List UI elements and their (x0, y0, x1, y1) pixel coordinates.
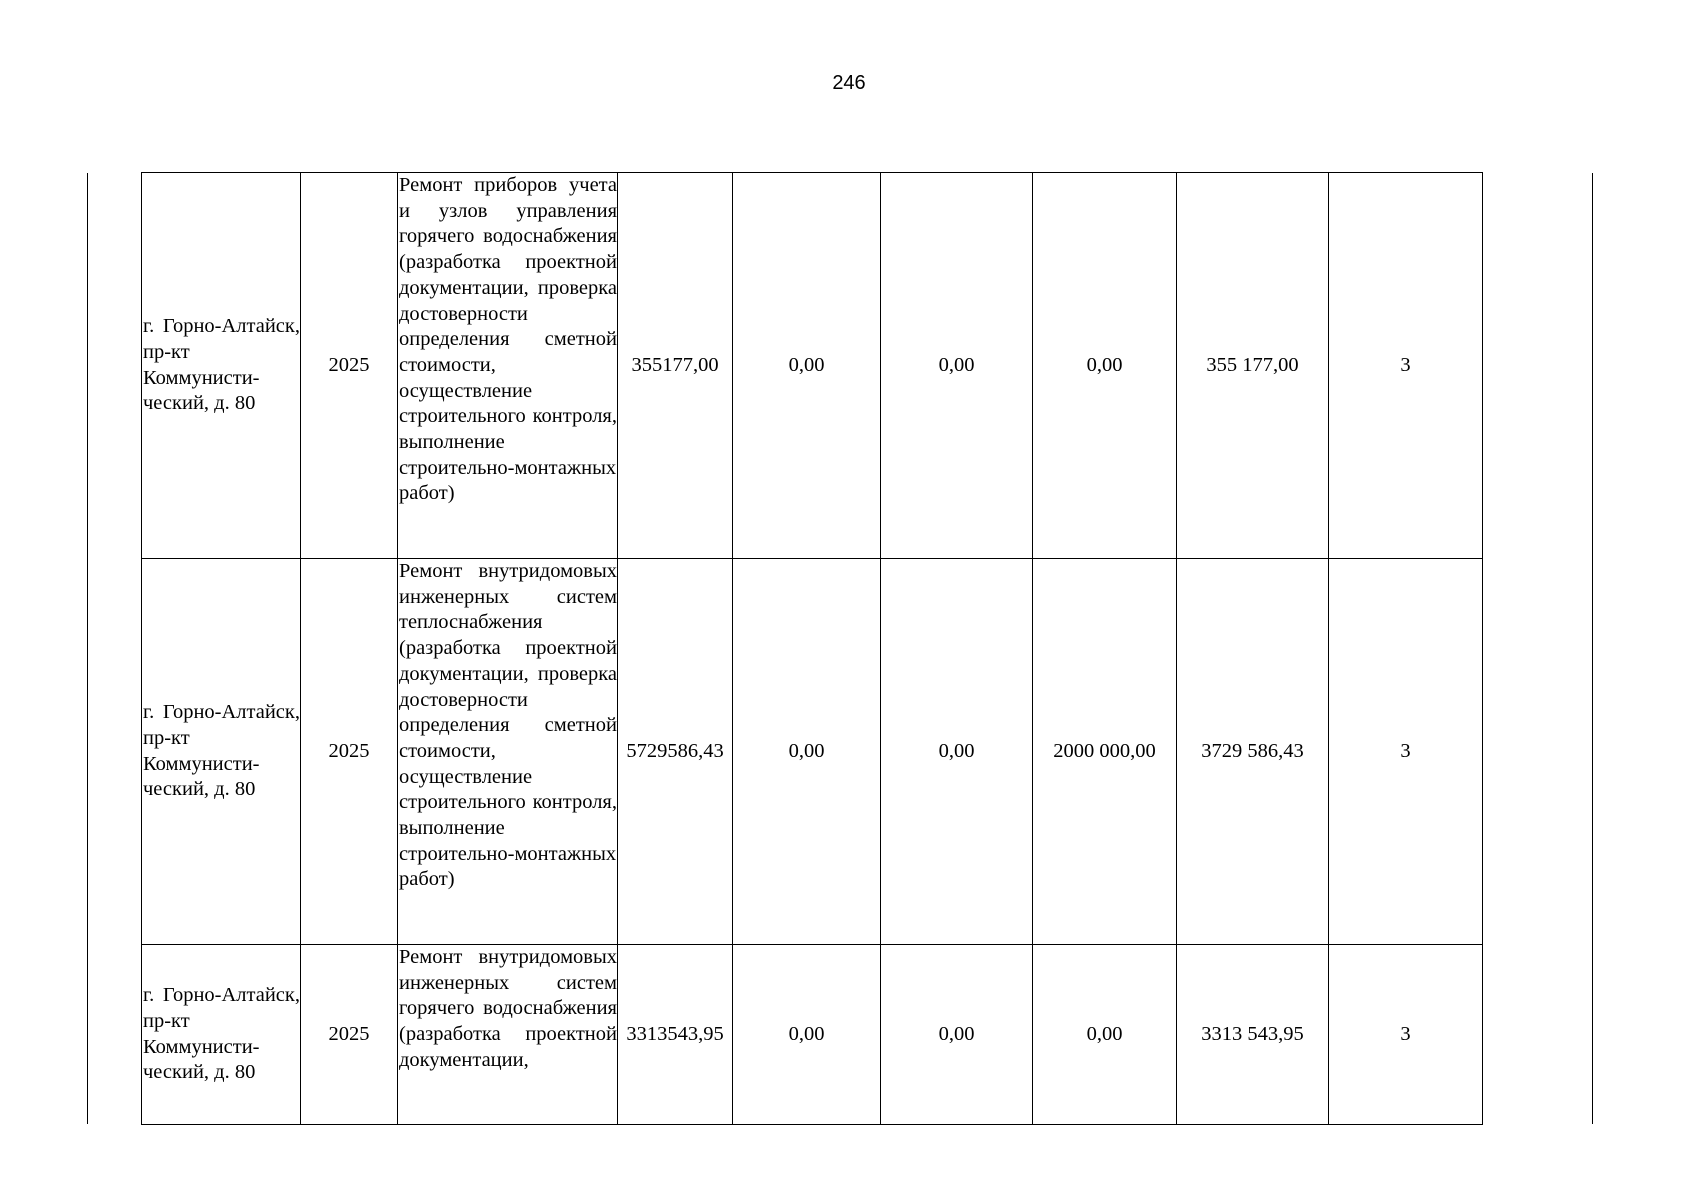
work-description-cell (398, 559, 618, 945)
amount-cell (1177, 173, 1329, 559)
amount-cell (881, 173, 1033, 559)
amount-value: 0,00 (1086, 1022, 1123, 1045)
total-cost-value: 355177,00 (631, 353, 719, 376)
work-description-text: Ремонт приборов учета и узлов управления горячего водоснабжения (разработка проектной документации, проверка достоверности определения сметной стоимости, осуществление строительного контроля, выполнение строительно-монтажных работ) (399, 174, 617, 505)
total-cost-value: 5729586,43 (626, 739, 724, 762)
year-cell: 2025 (301, 945, 398, 1125)
amount-cell (881, 559, 1033, 945)
year-cell: 2025 (301, 559, 398, 945)
amount-value: 0,00 (788, 1022, 825, 1045)
amount-value: 0,00 (788, 739, 825, 762)
table-row (142, 173, 1483, 559)
works-table (141, 172, 1483, 1125)
amount-value: 3729 586,43 (1201, 739, 1304, 762)
amount-cell (1033, 173, 1177, 559)
address-cell: г. Горно-Алтайск, пр-кт Коммунисти-ческий, д. 80 (142, 945, 301, 1125)
address-cell: г. Горно-Алтайск, пр-кт Коммунисти-ческий, д. 80 (142, 173, 301, 559)
amount-value: 0,00 (938, 353, 975, 376)
stage-cell: 3 (1329, 173, 1483, 559)
amount-value: 0,00 (938, 739, 975, 762)
amount-value: 355 177,00 (1206, 353, 1299, 376)
amount-value: 2000 000,00 (1053, 739, 1156, 762)
amount-cell (1033, 559, 1177, 945)
total-cost-cell (618, 945, 733, 1125)
stage-cell: 3 (1329, 945, 1483, 1125)
amount-cell (1033, 945, 1177, 1125)
total-cost-value: 3313543,95 (626, 1022, 724, 1045)
work-description-text: Ремонт внутридомовых инженерных систем теплоснабжения (разработка проектной документации, проверка достоверности определения сметной стоимости, осуществление строительного контроля, выполнение строительно-монтажных работ) (399, 560, 617, 891)
work-description-text: Ремонт внутридомовых инженерных систем горячего водоснабжения (разработка проектной документации, (399, 946, 617, 1071)
stage-cell: 3 (1329, 559, 1483, 945)
page-number: 246 (832, 72, 866, 94)
amount-cell (733, 173, 881, 559)
table-row (142, 559, 1483, 945)
amount-value: 0,00 (788, 353, 825, 376)
address-cell: г. Горно-Алтайск, пр-кт Коммунисти-ческий, д. 80 (142, 559, 301, 945)
amount-value: 0,00 (1086, 353, 1123, 376)
amount-value: 0,00 (938, 1022, 975, 1045)
amount-cell (881, 945, 1033, 1125)
amount-cell (1177, 945, 1329, 1125)
left-margin-line (87, 173, 88, 1124)
amount-cell (733, 559, 881, 945)
amount-cell (733, 945, 881, 1125)
work-description-cell (398, 945, 618, 1125)
right-margin-line (1592, 173, 1593, 1124)
year-cell: 2025 (301, 173, 398, 559)
amount-value: 3313 543,95 (1201, 1022, 1304, 1045)
table-row (142, 945, 1483, 1125)
total-cost-cell (618, 559, 733, 945)
total-cost-cell (618, 173, 733, 559)
amount-cell (1177, 559, 1329, 945)
work-description-cell (398, 173, 618, 559)
